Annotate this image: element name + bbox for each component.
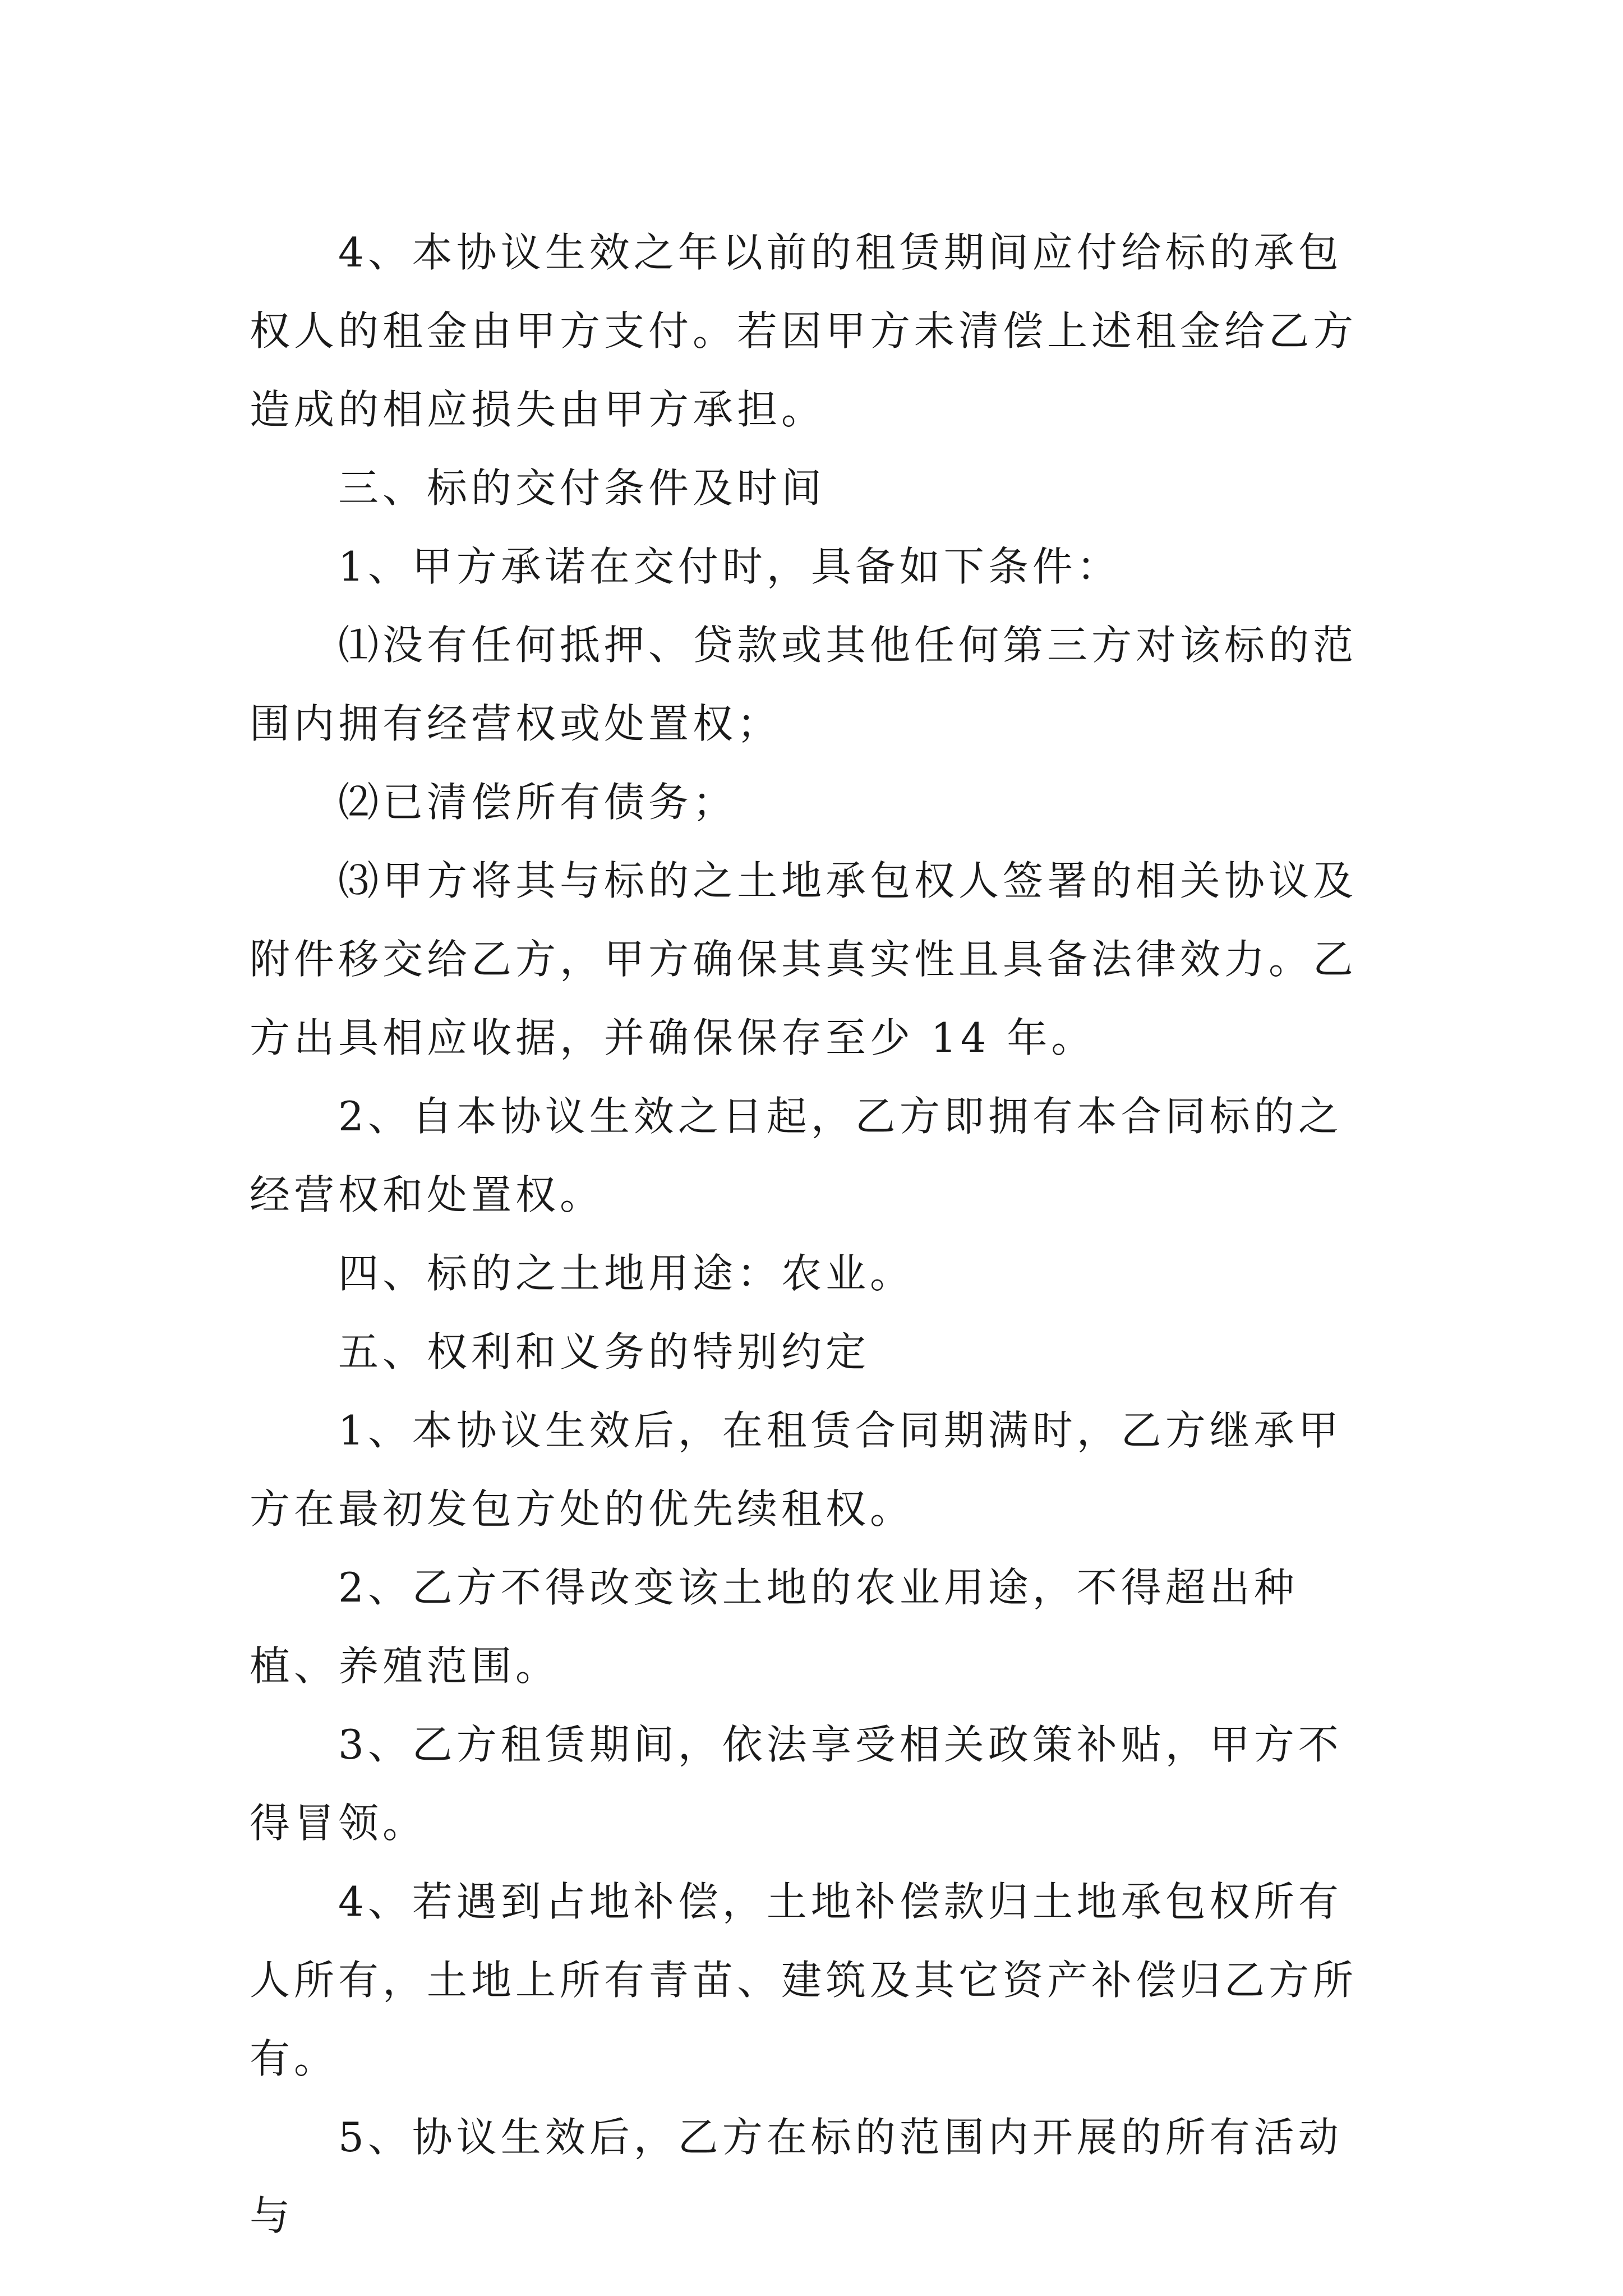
heading-section-3-delivery: 三、标的交付条件及时间 [338,464,826,512]
condition-1-no-encumbrance: ⑴没有任何抵押、贷款或其他任何第三方对该标的范围内拥有经营权或处置权； [250,622,1358,747]
heading-section-4-land-use: 四、标的之土地用途：农业。 [338,1250,915,1297]
heading-section-5-rights-obligations: 五、权利和义务的特别约定 [338,1328,870,1375]
paragraph-3-policy-subsidy: 3、乙方租赁期间，依法享受相关政策补贴，甲方不得冒领。 [250,1721,1343,1847]
paragraph-5-activities: 5、协议生效后，乙方在标的范围内开展的所有活动与 [250,2114,1343,2239]
condition-2-debts-cleared: ⑵已清偿所有债务； [338,779,737,826]
paragraph-4-land-compensation: 4、若遇到占地补偿，土地补偿款归土地承包权所有人所有，土地上所有青苗、建筑及其它资产补偿归乙方所有。 [250,1878,1358,2082]
paragraph-2-agricultural-use: 2、乙方不得改变该土地的农业用途，不得超出种植、养殖范围。 [250,1564,1298,1690]
paragraph-4-rent-payment: 4、本协议生效之年以前的租赁期间应付给标的承包权人的租金由甲方支付。若因甲方未清偿上述租金给乙方造成的相应损失由甲方承担。 [250,229,1358,433]
document-body [250,213,1382,2255]
paragraph-1-delivery-conditions: 1、甲方承诺在交付时，具备如下条件： [338,543,1121,590]
paragraph-1-renewal-right: 1、本协议生效后，在租赁合同期满时，乙方继承甲方在最初发包方处的优先续租权。 [250,1407,1343,1533]
paragraph-2-operating-rights: 2、自本协议生效之日起，乙方即拥有本合同标的之经营权和处置权。 [250,1093,1343,1218]
condition-3-transfer-agreements: ⑶甲方将其与标的之土地承包权人签署的相关协议及附件移交给乙方，甲方确保其真实性且具备法律效力。乙方出具相应收据，并确保保存至少 14 年。 [250,857,1358,1061]
